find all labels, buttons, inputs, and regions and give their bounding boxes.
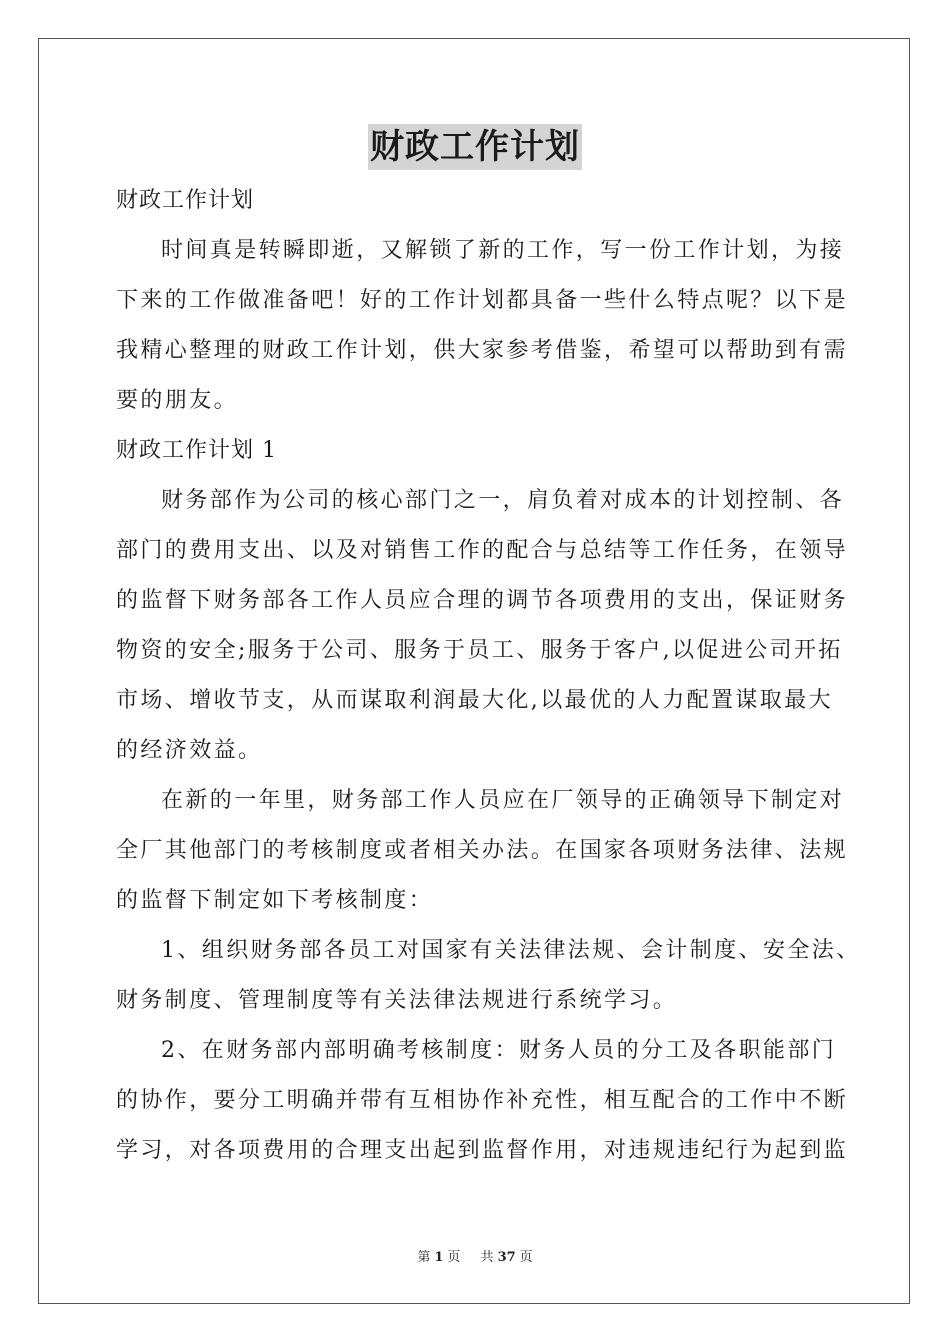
paragraph-line: 的经济效益。 [116, 738, 263, 763]
paragraph-line: 物资的安全;服务于公司、服务于员工、服务于客户,以促进公司开拓 [116, 638, 843, 663]
paragraph-line: 部门的费用支出、以及对销售工作的配合与总结等工作任务，在领导 [116, 538, 849, 563]
total-suffix: 页 [519, 1250, 533, 1265]
page-prefix: 第 [417, 1250, 431, 1265]
paragraph-line: 2、在财务部内部明确考核制度：财务人员的分工及各职能部门 [161, 1038, 837, 1063]
paragraph-line: 全厂其他部门的考核制度或者相关办法。在国家各项财务法律、法规 [116, 838, 849, 863]
paragraph-line: 下来的工作做准备吧！好的工作计划都具备一些什么特点呢？以下是 [116, 288, 849, 313]
total-indicator [477, 1250, 537, 1265]
paragraph-line: 财务制度、管理制度等有关法律法规进行系统学习。 [116, 988, 678, 1013]
total-pages: 37 [497, 1250, 516, 1265]
paragraph-line: 的协作，要分工明确并带有互相协作补充性，相互配合的工作中不断 [116, 1088, 849, 1113]
paragraph-line: 我精心整理的财政工作计划，供大家参考借鉴，希望可以帮助到有需 [116, 338, 849, 363]
paragraph-line: 要的朋友。 [116, 388, 239, 413]
paragraph-line: 1、组织财务部各员工对国家有关法律法规、会计制度、安全法、 [161, 938, 861, 963]
section-heading: 财政工作计划 [116, 188, 255, 213]
paragraph-line: 在新的一年里，财务部工作人员应在厂领导的正确领导下制定对 [161, 788, 845, 813]
total-prefix: 共 [480, 1250, 494, 1265]
page-suffix: 页 [447, 1250, 461, 1265]
title-container [0, 124, 950, 170]
document-title: 财政工作计划 [368, 124, 582, 170]
page-footer [0, 1246, 950, 1265]
document-body [116, 176, 861, 1176]
page-indicator [413, 1250, 464, 1265]
paragraph-line: 的监督下财务部各工作人员应合理的调节各项费用的支出，保证财务 [116, 588, 849, 613]
paragraph-line: 学习，对各项费用的合理支出起到监督作用，对违规违纪行为起到监 [116, 1138, 849, 1163]
page-number: 1 [434, 1250, 444, 1265]
paragraph-line: 市场、增收节支，从而谋取利润最大化,以最优的人力配置谋取最大 [116, 688, 833, 713]
paragraph-line: 的监督下制定如下考核制度： [116, 888, 434, 913]
paragraph-line: 时间真是转瞬即逝，又解锁了新的工作，写一份工作计划，为接 [161, 238, 845, 263]
paragraph-line: 财务部作为公司的核心部门之一，肩负着对成本的计划控制、各 [161, 488, 845, 513]
section-heading: 财政工作计划 1 [116, 438, 277, 463]
